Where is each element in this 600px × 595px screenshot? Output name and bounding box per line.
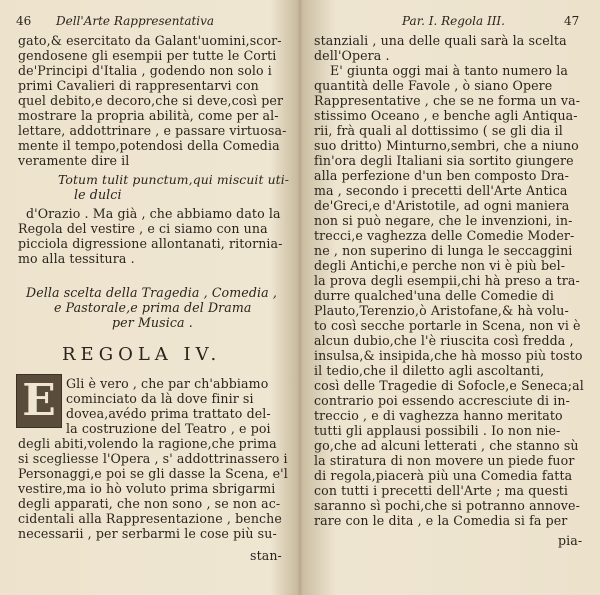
subheading-line: e Pastorale,e prima del Drama [54, 300, 252, 315]
text-line: fin'ora degli Italiani sia sortito giungere [314, 153, 574, 168]
text-line: veramente dire il [18, 153, 130, 168]
quote-line: Totum tulit punctum,qui miscuit uti- [58, 172, 290, 187]
text-line: Rappresentative , che se ne forma un va- [314, 93, 581, 108]
catchword: stan- [250, 548, 282, 563]
text-line: ma , secondo i precetti dell'Arte Antica [314, 183, 568, 198]
text-line: E' giunta oggi mai à tanto numero la [330, 63, 568, 78]
text-line: quel debito,e decoro,che si deve,così per [18, 93, 284, 108]
left-page [0, 0, 296, 595]
text-line: il tedio,che il diletto agli ascoltanti, [314, 363, 545, 378]
subheading-line: per Musica . [112, 315, 193, 330]
text-line: Gli è vero , che par ch'abbiamo [66, 376, 269, 391]
text-line: non si può negare, che le invenzioni, in- [314, 213, 573, 228]
text-line: treccio , e di vaghezza hanno meritato [314, 408, 563, 423]
text-line: lettare, addottrinare , e passare virtuosa- [18, 123, 287, 138]
text-line: saranno sì pochi,che si potranno annove- [314, 498, 580, 513]
drop-cap [16, 374, 62, 428]
text-line: to così secche portarle in Scena, non vi è [314, 318, 581, 333]
text-line: degli apparati, che non sono , se non ac- [18, 496, 281, 511]
text-line: stanziali , una delle quali sarà la scelta [314, 33, 567, 48]
text-line: si scegliesse l'Opera , s' addottrinassero i [18, 451, 288, 466]
text-line: cidentali alla Rappresentazione , benche [18, 511, 282, 526]
text-line: mo alla tessitura . [18, 251, 135, 266]
catchword: pia- [558, 533, 583, 548]
right-page [304, 0, 600, 595]
text-line: picciola digressione allontanati, ritornia- [18, 236, 283, 251]
text-line: la prova degli esempii,chi hà preso a tra- [314, 273, 580, 288]
text-line: mente il tempo,potendosi della Comedia [18, 138, 280, 153]
text-line: vestire,ma io hò voluto prima sbrigarmi [18, 481, 276, 496]
text-line: di regola,piacerà più una Comedia fatta [314, 468, 573, 483]
text-line: alcun dubio,che l'è riuscita così fredda , [314, 333, 574, 348]
text-line: de'Greci,e d'Aristotile, ad ogni maniera [314, 198, 570, 213]
running-head-right: Par. I. Regola III. [402, 14, 505, 28]
text-line: gato,& esercitato da Galant'uomini,scor- [18, 33, 282, 48]
text-line: cominciato da là dove finir si [66, 391, 254, 406]
text-line: gendosene gli esempii per tutte le Corti [18, 48, 277, 63]
text-line: degli Antichi,e perche non vi è più bel- [314, 258, 566, 273]
drop-cap-letter: E [22, 375, 56, 426]
text-line: d'Orazio . Ma già , che abbiamo dato la [26, 206, 281, 221]
text-line: con tutti i precetti dell'Arte ; ma questi [314, 483, 569, 498]
text-line: Regola del vestire , e ci siamo con una [18, 221, 268, 236]
text-line: alla perfezione d'un ben composto Dra- [314, 168, 569, 183]
text-line: primi Cavalieri di rappresentarvi con [18, 78, 259, 93]
text-line: rare con le dita , e la Comedia si fa per [314, 513, 568, 528]
text-line: necessarii , per serbarmi le cose più su- [18, 526, 277, 541]
text-line: mostrare la propria abilità, come per al- [18, 108, 279, 123]
text-line: dell'Opera . [314, 48, 390, 63]
chapter-title: REGOLA IV. [62, 344, 222, 365]
page-number-left: 46 [16, 14, 32, 28]
page-number-right: 47 [564, 14, 580, 28]
text-line: ne , non superino di lunga le seccaggini [314, 243, 573, 258]
text-line: tutti gli applausi possibili . Io non nie- [314, 423, 561, 438]
text-line: la costruzione del Teatro , e poi [66, 421, 271, 436]
text-line: stissimo Oceano , e benche agli Antiqua- [314, 108, 578, 123]
text-line: suo dritto) Minturno,sembri, che a niuno [314, 138, 579, 153]
text-line: durre qualched'una delle Comedie di [314, 288, 555, 303]
text-line: rii, frà quali al dottissimo ( se gli dia il [314, 123, 563, 138]
running-head-left: Dell'Arte Rappresentativa [56, 14, 215, 28]
text-line: Plauto,Terenzio,ò Aristofane,& hà volu- [314, 303, 569, 318]
subheading-line: Della scelta della Tragedia , Comedia , [26, 285, 277, 300]
text-line: contrario poi essendo accresciute di in- [314, 393, 570, 408]
quote-line: le dulci [74, 187, 122, 202]
text-line: go,che ad alcuni letterati , che stanno sù [314, 438, 579, 453]
text-line: così delle Tragedie di Sofocle,e Seneca;al [314, 378, 584, 393]
text-line: trecci,e vaghezza delle Comedie Moder- [314, 228, 575, 243]
text-line: degli abiti,volendo la ragione,che prima [18, 436, 277, 451]
text-line: la stiratura di non movere un piede fuor [314, 453, 575, 468]
text-line: dovea,avédo prima trattato del- [66, 406, 271, 421]
text-line: quantità delle Favole , ò siano Opere [314, 78, 553, 93]
text-line: de'Principi d'Italia , godendo non solo i [18, 63, 272, 78]
text-line: Personaggi,e poi se gli dasse la Scena, e'l [18, 466, 288, 481]
text-line: insulsa,& insipida,che hà mosso più tosto [314, 348, 583, 363]
